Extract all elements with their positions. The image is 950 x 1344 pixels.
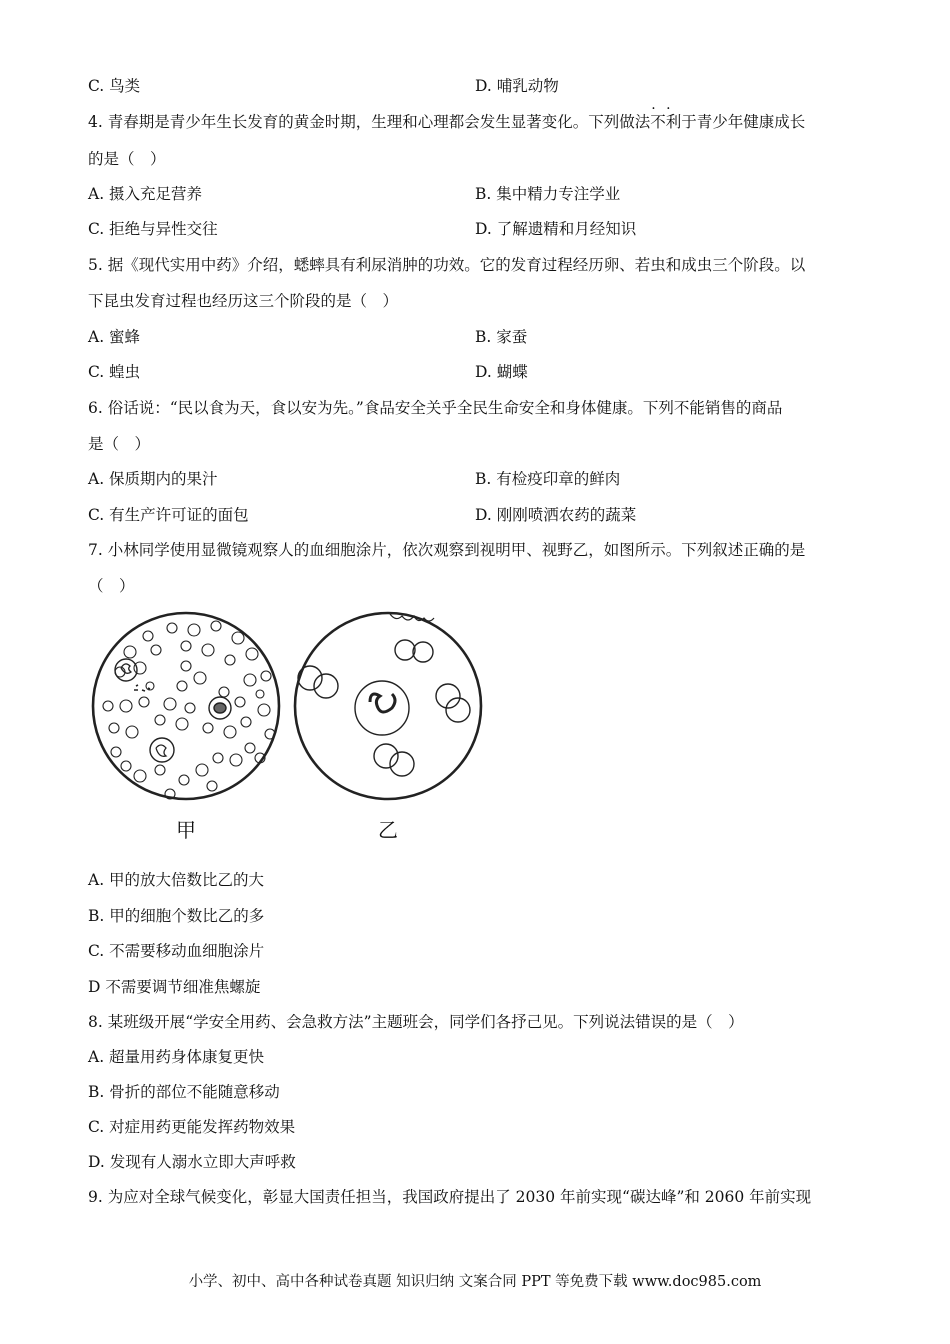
microscope-figure <box>90 610 490 850</box>
q7-option-c: C. 不需要移动血细胞涂片 <box>88 942 265 960</box>
field-jia <box>93 613 279 799</box>
q4-option-c: C. 拒绝与异性交往 <box>88 220 218 238</box>
q4-stem-pre: 4. 青春期是青少年生长发育的黄金时期，生理和心理都会发生显著变化。下列做法 <box>88 113 651 131</box>
q4-stem-post: 于青少年健康成长 <box>681 113 806 131</box>
q5-option-c: C. 蝗虫 <box>88 363 141 381</box>
figure-label-jia: 甲 <box>176 818 196 842</box>
q6-stem-line1: 6. 俗话说：“民以食为天，食以安为先。”食品安全关乎全民生命安全和身体健康。下列不能销售的商品 <box>88 399 783 417</box>
q7-stem-line2: （ ） <box>88 577 135 595</box>
q5-stem-line1: 5. 据《现代实用中药》介绍，蟋蟀具有利尿消肿的功效。它的发育过程经历卵、若虫和成虫三个阶段。以 <box>88 256 806 274</box>
q3-option-d: D. 哺乳动物 <box>475 77 559 95</box>
q6-stem-line2: 是（ ） <box>88 435 151 453</box>
q8-stem-line1: 8. 某班级开展“学安全用药、会急救方法”主题班会，同学们各抒己见。下列说法错误的是（ ） <box>88 1013 744 1031</box>
q5-stem-line2: 下昆虫发育过程也经历这三个阶段的是（ ） <box>88 292 399 310</box>
q8-option-c: C. 对症用药更能发挥药物效果 <box>88 1118 296 1136</box>
q7-stem-line1: 7. 小林同学使用显微镜观察人的血细胞涂片，依次观察到视明甲、视野乙，如图所示。下列叙述正确的是 <box>88 541 806 559</box>
q4-option-b: B. 集中精力专注学业 <box>475 185 621 203</box>
q4-option-d: D. 了解遗精和月经知识 <box>475 220 637 238</box>
figure-label-yi: 乙 <box>378 818 398 842</box>
q7-option-a: A. 甲的放大倍数比乙的大 <box>88 871 265 889</box>
q6-option-c: C. 有生产许可证的面包 <box>88 506 249 524</box>
q8-option-d: D. 发现有人溺水立即大声呼救 <box>88 1153 296 1171</box>
field-yi <box>295 613 481 799</box>
q3-option-c: C. 鸟类 <box>88 77 141 95</box>
q6-option-a: A. 保质期内的果汁 <box>88 470 218 488</box>
q9-stem-line1: 9. 为应对全球气候变化，彰显大国责任担当，我国政府提出了 2030 年前实现“碳达峰”和 2060 年前实现 <box>88 1188 812 1206</box>
q5-option-b: B. 家蚕 <box>475 328 528 346</box>
q4-stem-emphasis: · · 不利 <box>650 112 681 132</box>
q5-option-d: D. 蝴蝶 <box>475 363 528 381</box>
q6-option-b: B. 有检疫印章的鲜肉 <box>475 470 621 488</box>
q4-option-a: A. 摄入充足营养 <box>88 185 203 203</box>
q8-option-b: B. 骨折的部位不能随意移动 <box>88 1083 280 1101</box>
q7-option-d: D 不需要调节细准焦螺旋 <box>88 978 261 996</box>
q7-option-b: B. 甲的细胞个数比乙的多 <box>88 907 265 925</box>
q5-option-a: A. 蜜蜂 <box>88 328 141 346</box>
page-footer: 小学、初中、高中各种试卷真题 知识归纳 文案合同 PPT 等免费下载 www.doc985.com <box>188 1274 762 1290</box>
q6-option-d: D. 刚刚喷洒农药的蔬菜 <box>475 506 637 524</box>
q4-stem-line2: 的是（ ） <box>88 150 166 168</box>
q4-stem-line1 <box>88 112 805 132</box>
q8-option-a: A. 超量用药身体康复更快 <box>88 1048 265 1066</box>
